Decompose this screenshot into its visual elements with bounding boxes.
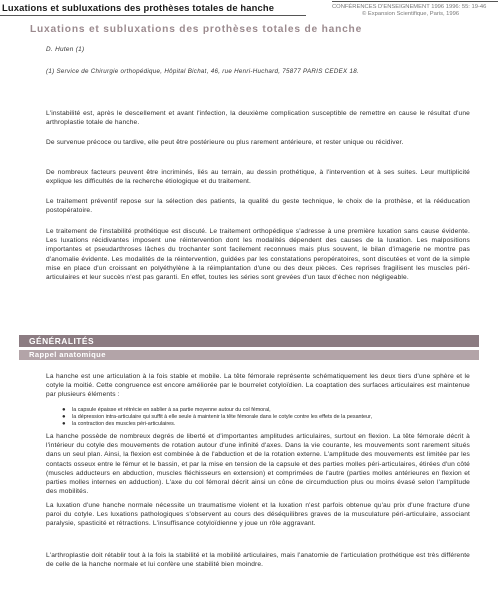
body-paragraph: La hanche possède de nombreux degrés de liberté et d'importantes amplitudes articulaires, surtout en flexion. La tête fémorale décrit à l'intérieur du cotyle des mouvements de rotation autour d'une infinité d'axes. Dans la vie courante, les mouvements sont rarement situés dans un seul plan. Ainsi, la flexion est combinée à de l'abduction et de la rotation externe. L'amplitude des mouvements est limitée par les contacts osseux entre le fémur et le bassin, et par la mise en tension de la capsule et des parties molles péri-articulaires, étirées d'un côté (muscles adducteurs en abduction, muscles fléchisseurs en extension) et comprimées de l'autre (parties molles antérieures en flexion et parties molles internes en adduction). L'axe du col fémoral décrit ainsi un cône de circumduction plus ou moins évasé selon l'amplitude des mobilités. [46,433,470,496]
article-title: Luxations et subluxations des prothèses totales de hanche [30,24,363,35]
intro-paragraph: Le traitement de l'instabilité prothétique est discuté. Le traitement orthopédique s'adresse à une première luxation sans cause évidente. Les luxations récidivantes imposent une réintervention dont les modalités dépendent des causes de la luxation. Les malpositions importantes et pseudarthroses lâches du trochanter sont facilement reconnues mais plus souvent, le bilan d'imagerie ne montre pas d'anomalie évidente. Les modalités de la réintervention, guidées par les constatations peropératoires, sont discutées et vont de la simple mise en place d'un croissant en polyéthylène à la réimplantation d'une ou des deux pièces. Ces reprises fragilisent les muscles péri-articulaires et leur succès n'est pas garanti. En effet, toutes les séries sont grevées d'un taux d'échec non négligeable. [46,228,470,282]
article-author: D. Huten (1) [46,46,85,53]
intro-paragraph: L'instabilité est, après le descellement et avant l'infection, la deuxième complication susceptible de remettre en cause le résultat d'une arthroplastie totale de hanche. [46,110,470,127]
section-title: GÉNÉRALITÉS [29,336,95,346]
subsection-heading [19,350,479,360]
intro-paragraph: Le traitement préventif repose sur la sélection des patients, la qualité du geste technique, le choix de la prothèse, et la rééducation postopératoire. [46,198,470,215]
list-item: ● la dépression intra-articulaire qui suffit à elle seule à maintenir la tête fémorale dans le cotyle contre les effets de la pesanteur, [62,414,373,420]
bullet-list [62,407,462,428]
body-paragraph: La luxation d'une hanche normale nécessite un traumatisme violent et la luxation n'est parfois obtenue qu'au prix d'une fracture d'une paroi du cotyle. Les luxations pathologiques s'observent au cours des déséquilibres graves de la musculature péri-articulaire, associant paralysie, spasticité et rétractions. L'insuffisance cotyloïdienne y joue un rôle aggravant. [46,502,470,528]
meta-conference: CONFÉRENCES D'ENSEIGNEMENT 1996 1996: 55: 19-46 [332,4,487,10]
bullet-icon: ● [62,421,66,427]
header-divider [0,15,306,16]
running-title: Luxations et subluxations des prothèses totales de hanche [2,2,275,13]
running-header [0,0,500,16]
intro-paragraph: De nombreux facteurs peuvent être incriminés, liés au terrain, au dessin prothétique, à l'intervention et à ses suites. Leur multiplicité explique les difficultés de la recherche étiologique et du traitement. [46,169,470,186]
article-affiliation: (1) Service de Chirurgie orthopédique, Hôpital Bichat, 46, rue Henri-Huchard, 75877 PARIS CEDEX 18. [46,68,359,75]
section-heading [19,335,479,347]
list-item: ● la contraction des muscles péri-articulaires. [62,421,176,427]
meta-copyright: © Expansion Scientifique, Paris, 1996 [362,11,460,17]
publication-meta [332,4,486,18]
meta-divider [332,1,498,2]
bullet-icon: ● [62,414,66,420]
body-paragraph: L'arthroplastie doit rétablir tout à la fois la stabilité et la mobilité articulaires, mais l'anatomie de l'articulation prothétique est très différente de celle de la hanche normale et lui confère une stabilité bien moindre. [46,552,470,569]
bullet-icon: ● [62,407,66,413]
anatomy-paragraph: La hanche est une articulation à la fois stable et mobile. La tête fémorale représente schématiquement les deux tiers d'une sphère et le cotyle la moitié. Cette congruence est encore améliorée par le bourrelet cotyloïdien. La coaptation des surfaces articulaires est maintenue par plusieurs éléments : [46,373,470,399]
list-item: ● la capsule épaisse et rétrécie en sablier à sa partie moyenne autour du col fémoral, [62,407,271,413]
subsection-title: Rappel anatomique [29,350,106,359]
intro-paragraph: De survenue précoce ou tardive, elle peut être postérieure ou plus rarement antérieure, et rester unique ou récidiver. [46,139,404,146]
